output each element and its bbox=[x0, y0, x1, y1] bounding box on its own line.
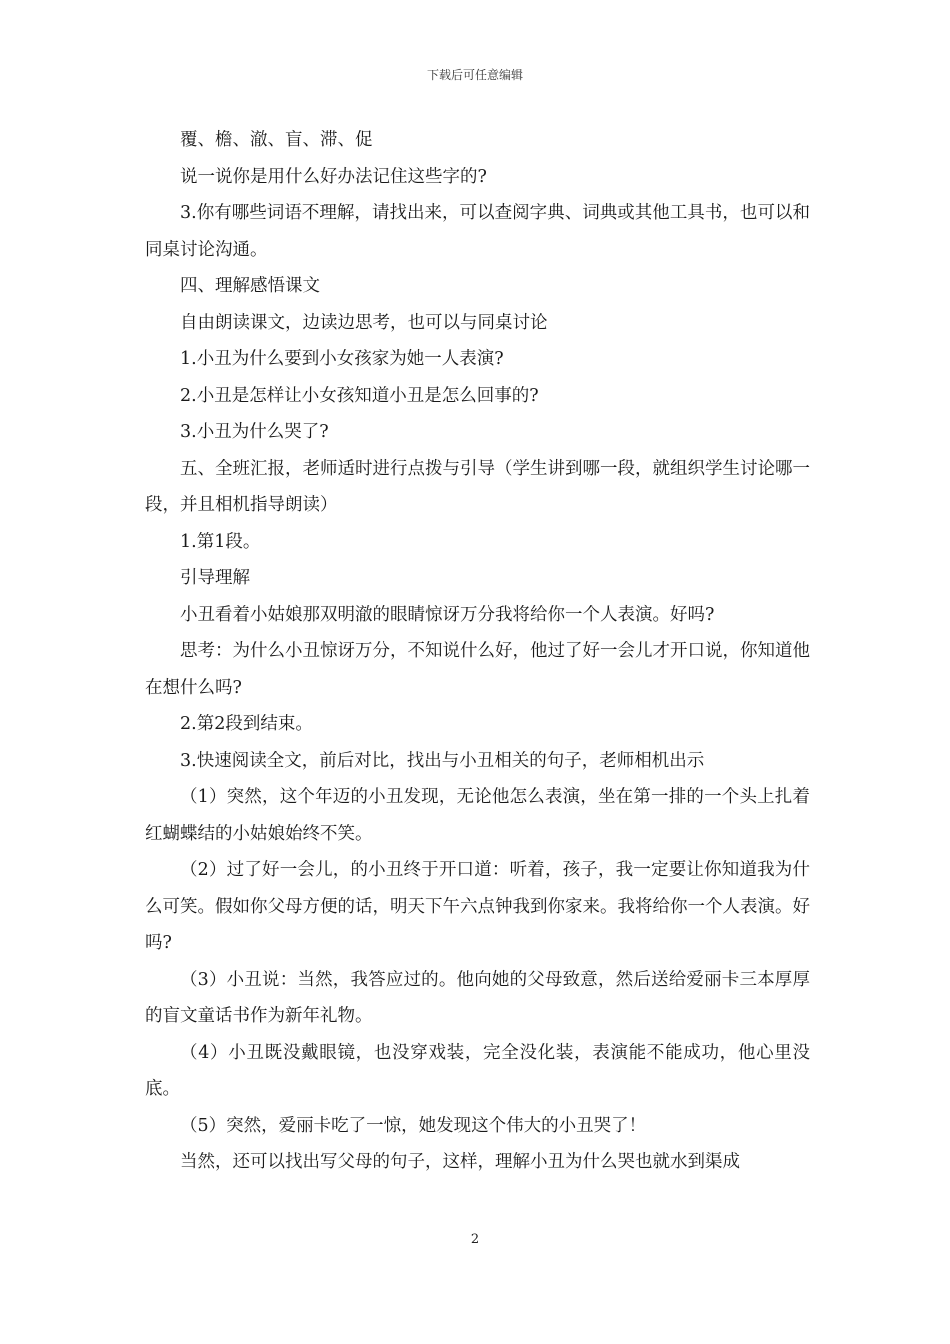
paragraph: 3.你有哪些词语不理解，请找出来，可以查阅字典、词典或其他工具书，也可以和同桌讨论沟通。 bbox=[145, 203, 810, 260]
paragraph: 小丑看着小姑娘那双明澈的眼睛惊讶万分我将给你一个人表演。好吗? bbox=[180, 604, 715, 625]
question-item: 1.小丑为什么要到小女孩家为她一人表演? bbox=[180, 349, 504, 369]
paragraph: 当然，还可以找出写父母的句子，这样，理解小丑为什么哭也就水到渠成 bbox=[180, 1152, 740, 1172]
quote-item: （5）突然，爱丽卡吃了一惊，她发现这个伟大的小丑哭了！ bbox=[180, 1115, 647, 1136]
paragraph: 1.第1段。 bbox=[180, 531, 261, 552]
quote-item: （3）小丑说：当然，我答应过的。他向她的父母致意，然后送给爱丽卡三本厚厚的盲文童话书作为新年礼物。 bbox=[145, 969, 810, 1026]
section-heading: 五、全班汇报，老师适时进行点拨与引导（学生讲到哪一段，就组织学生讨论哪一段，并且相机指导朗读） bbox=[145, 458, 810, 515]
paragraph: 说一说你是用什么好办法记住这些字的? bbox=[180, 166, 487, 187]
page-number: 2 bbox=[470, 1232, 480, 1247]
quote-item: （1）突然，这个年迈的小丑发现，无论他怎么表演，坐在第一排的一个头上扎着红蝴蝶结的小姑娘始终不笑。 bbox=[145, 787, 810, 844]
quote-item: （4）小丑既没戴眼镜，也没穿戏装，完全没化装，表演能不能成功，他心里没底。 bbox=[145, 1042, 810, 1099]
page-header: 下载后可任意编辑 bbox=[426, 68, 523, 82]
question-item: 3.小丑为什么哭了? bbox=[180, 422, 329, 442]
paragraph: 2.第2段到结束。 bbox=[180, 714, 313, 734]
section-heading: 四、理解感悟课文 bbox=[180, 276, 320, 296]
quote-item: （2）过了好一会儿，的小丑终于开口道：听着，孩子，我一定要让你知道我为什么可笑。假如你父母方便的话，明天下午六点钟我到你家来。我将给你一个人表演。好吗? bbox=[145, 860, 810, 953]
paragraph: 覆、檐、澈、盲、滞、促 bbox=[180, 130, 373, 150]
question-item: 2.小丑是怎样让小女孩知道小丑是怎么回事的? bbox=[180, 385, 539, 406]
paragraph: 自由朗读课文，边读边思考，也可以与同桌讨论 bbox=[180, 312, 548, 333]
paragraph: 思考：为什么小丑惊讶万分，不知说什么好，他过了好一会儿才开口说，你知道他在想什么吗? bbox=[145, 641, 810, 698]
document-body bbox=[145, 122, 810, 1181]
paragraph: 引导理解 bbox=[180, 568, 250, 588]
paragraph: 3.快速阅读全文，前后对比，找出与小丑相关的句子，老师相机出示 bbox=[180, 750, 705, 771]
